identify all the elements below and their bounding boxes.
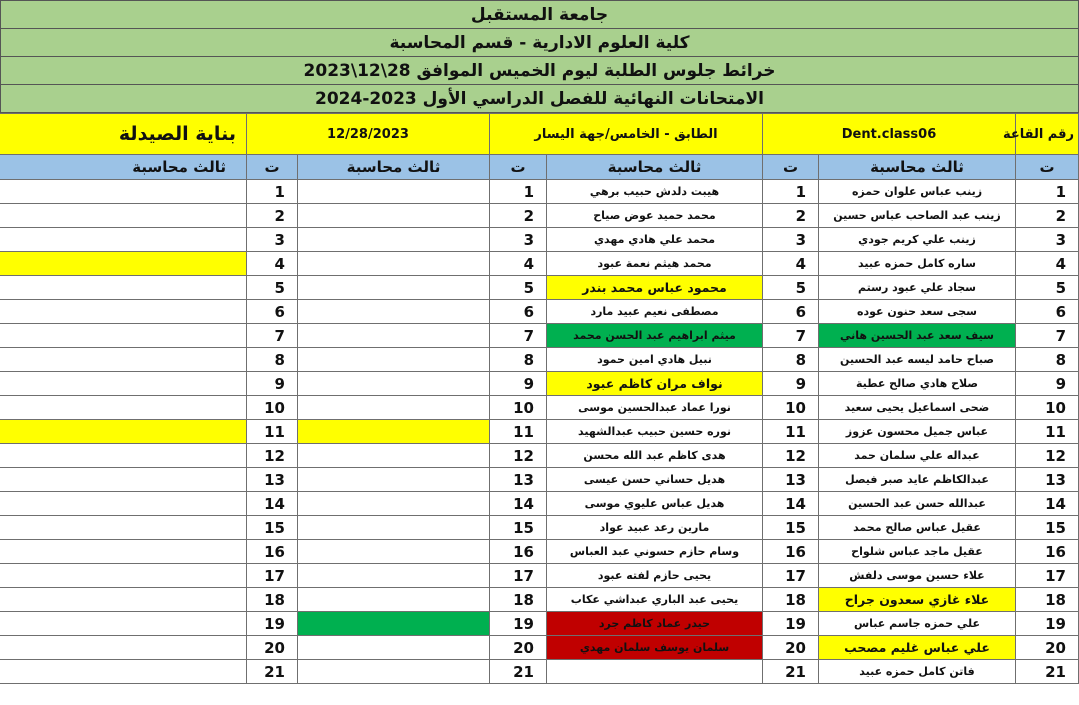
seq-cell: 20 xyxy=(489,636,546,660)
seq-cell: 9 xyxy=(1016,372,1079,396)
student-name-cell: سجى سعد حنون عوده xyxy=(819,300,1016,324)
student-name-cell: ميثم ابراهيم عبد الحسن محمد xyxy=(547,324,763,348)
student-name-cell xyxy=(297,516,489,540)
student-name-cell xyxy=(297,468,489,492)
stage-header: ثالث محاسبة xyxy=(297,155,489,180)
student-name-cell: هيبت دلدش حبيب برهي xyxy=(547,180,763,204)
student-name-cell: هديل حساني حسن عيسى xyxy=(547,468,763,492)
stage-header: ثالث محاسبة xyxy=(547,155,763,180)
student-name-cell xyxy=(0,276,246,300)
seq-cell: 10 xyxy=(763,396,819,420)
college-title: كلية العلوم الادارية - قسم المحاسبة xyxy=(0,29,1079,57)
seq-header: ت xyxy=(246,155,297,180)
seq-cell: 10 xyxy=(246,396,297,420)
seq-cell: 18 xyxy=(489,588,546,612)
seq-cell: 6 xyxy=(1016,300,1079,324)
seq-cell: 11 xyxy=(246,420,297,444)
student-name-cell xyxy=(0,300,246,324)
table-row xyxy=(0,492,1079,516)
table-row xyxy=(0,276,1079,300)
seq-cell: 1 xyxy=(489,180,546,204)
student-name-cell xyxy=(0,588,246,612)
seq-cell: 3 xyxy=(1016,228,1079,252)
student-name-cell xyxy=(297,204,489,228)
seq-cell: 7 xyxy=(763,324,819,348)
seq-cell: 7 xyxy=(489,324,546,348)
seq-cell: 16 xyxy=(246,540,297,564)
student-name-cell: عبدالله حسن عبد الحسين xyxy=(819,492,1016,516)
student-name-cell: فاتن كامل حمزه عبيد xyxy=(819,660,1016,684)
table-row xyxy=(0,372,1079,396)
student-name-cell: حيدر عماد كاظم جرد xyxy=(547,612,763,636)
student-name-cell xyxy=(297,228,489,252)
student-name-cell: يحيى عبد الباري عبداشي عكاب xyxy=(547,588,763,612)
student-name-cell xyxy=(0,516,246,540)
room-label: رقم القاعة xyxy=(1016,114,1079,155)
seq-cell: 18 xyxy=(1016,588,1079,612)
exam-date: 12/28/2023 xyxy=(246,114,489,155)
university-title: جامعة المستقبل xyxy=(0,0,1079,29)
seq-cell: 13 xyxy=(489,468,546,492)
student-name-cell xyxy=(297,564,489,588)
student-name-cell xyxy=(0,540,246,564)
student-name-cell: عبداله علي سلمان حمد xyxy=(819,444,1016,468)
student-name-cell xyxy=(297,492,489,516)
seq-cell: 10 xyxy=(1016,396,1079,420)
student-name-cell: سلمان يوسف سلمان مهدي xyxy=(547,636,763,660)
seq-cell: 18 xyxy=(763,588,819,612)
student-name-cell xyxy=(297,300,489,324)
seq-cell: 6 xyxy=(489,300,546,324)
seq-cell: 14 xyxy=(763,492,819,516)
student-name-cell xyxy=(297,324,489,348)
student-name-cell: عبدالكاظم عايد صبر فيصل xyxy=(819,468,1016,492)
student-name-cell xyxy=(297,660,489,684)
student-name-cell xyxy=(0,468,246,492)
student-name-cell: عقيل ماجد عباس شلواح xyxy=(819,540,1016,564)
student-name-cell xyxy=(0,444,246,468)
seq-cell: 17 xyxy=(1016,564,1079,588)
student-name-cell xyxy=(297,588,489,612)
table-row xyxy=(0,636,1079,660)
student-name-cell: علي حمزه جاسم عباس xyxy=(819,612,1016,636)
seq-cell: 4 xyxy=(1016,252,1079,276)
seq-cell: 17 xyxy=(246,564,297,588)
seq-cell: 6 xyxy=(246,300,297,324)
table-row xyxy=(0,348,1079,372)
student-name-cell: علاء حسين موسى دلفش xyxy=(819,564,1016,588)
student-name-cell: زينب علي كريم جودي xyxy=(819,228,1016,252)
seq-cell: 19 xyxy=(763,612,819,636)
seq-cell: 15 xyxy=(489,516,546,540)
table-row xyxy=(0,588,1079,612)
student-name-cell: عقيل عباس صالح محمد xyxy=(819,516,1016,540)
student-name-cell xyxy=(0,660,246,684)
seq-cell: 15 xyxy=(1016,516,1079,540)
table-row xyxy=(0,300,1079,324)
seq-cell: 7 xyxy=(246,324,297,348)
seq-cell: 2 xyxy=(489,204,546,228)
student-name-cell: عباس جميل محسون عزوز xyxy=(819,420,1016,444)
student-name-cell: ساره كامل حمزه عبيد xyxy=(819,252,1016,276)
table-row xyxy=(0,420,1079,444)
seq-cell: 14 xyxy=(489,492,546,516)
seq-cell: 8 xyxy=(246,348,297,372)
seq-cell: 2 xyxy=(1016,204,1079,228)
seq-cell: 9 xyxy=(763,372,819,396)
seq-cell: 5 xyxy=(1016,276,1079,300)
student-name-cell: نواف مران كاظم عبود xyxy=(547,372,763,396)
table-row xyxy=(0,204,1079,228)
info-row xyxy=(0,114,1079,155)
student-name-cell xyxy=(297,252,489,276)
seq-cell: 3 xyxy=(246,228,297,252)
student-name-cell xyxy=(0,252,246,276)
seq-cell: 21 xyxy=(1016,660,1079,684)
table-row xyxy=(0,612,1079,636)
seq-cell: 20 xyxy=(246,636,297,660)
seq-cell: 4 xyxy=(763,252,819,276)
seq-cell: 11 xyxy=(763,420,819,444)
seq-cell: 3 xyxy=(489,228,546,252)
seq-cell: 21 xyxy=(246,660,297,684)
seq-cell: 7 xyxy=(1016,324,1079,348)
seq-cell: 1 xyxy=(763,180,819,204)
seq-cell: 12 xyxy=(489,444,546,468)
student-name-cell xyxy=(297,612,489,636)
seq-cell: 21 xyxy=(489,660,546,684)
seq-cell: 5 xyxy=(246,276,297,300)
student-name-cell xyxy=(0,324,246,348)
seq-header: ت xyxy=(1016,155,1079,180)
student-name-cell: صلاح هادي صالح عطية xyxy=(819,372,1016,396)
table-row xyxy=(0,396,1079,420)
student-name-cell xyxy=(0,420,246,444)
student-name-cell xyxy=(0,372,246,396)
student-name-cell: علاء غازي سعدون جراح xyxy=(819,588,1016,612)
student-name-cell xyxy=(297,276,489,300)
stage-header: ثالث محاسبة xyxy=(819,155,1016,180)
seq-cell: 17 xyxy=(763,564,819,588)
seq-cell: 11 xyxy=(1016,420,1079,444)
student-name-cell: محمد حميد عوض صياح xyxy=(547,204,763,228)
seq-cell: 4 xyxy=(489,252,546,276)
student-name-cell xyxy=(0,348,246,372)
student-name-cell xyxy=(297,396,489,420)
seq-cell: 5 xyxy=(763,276,819,300)
student-name-cell xyxy=(0,564,246,588)
exam-title: الامتحانات النهائية للفصل الدراسي الأول 2023-2024 xyxy=(0,85,1079,113)
student-name-cell: يحيى حازم لفته عبود xyxy=(547,564,763,588)
seq-cell: 20 xyxy=(1016,636,1079,660)
room-code: Dent.class06 xyxy=(763,114,1016,155)
student-name-cell xyxy=(0,180,246,204)
student-name-cell: مصطفى نعيم عبيد مارد xyxy=(547,300,763,324)
student-name-cell: نبيل هادي امين حمود xyxy=(547,348,763,372)
seq-cell: 3 xyxy=(763,228,819,252)
student-name-cell: صباح حامد ليسه عبد الحسين xyxy=(819,348,1016,372)
seq-cell: 16 xyxy=(489,540,546,564)
student-name-cell xyxy=(297,372,489,396)
seq-cell: 12 xyxy=(763,444,819,468)
student-name-cell xyxy=(0,204,246,228)
seq-cell: 16 xyxy=(763,540,819,564)
seq-cell: 2 xyxy=(246,204,297,228)
student-name-cell: سجاد علي عبود رستم xyxy=(819,276,1016,300)
student-name-cell: سيف سعد عبد الحسين هاني xyxy=(819,324,1016,348)
seq-cell: 10 xyxy=(489,396,546,420)
student-name-cell xyxy=(297,444,489,468)
seq-cell: 11 xyxy=(489,420,546,444)
seq-cell: 8 xyxy=(1016,348,1079,372)
table-row xyxy=(0,324,1079,348)
student-name-cell xyxy=(297,348,489,372)
table-row xyxy=(0,180,1079,204)
student-name-cell: هديل عباس عليوي موسى xyxy=(547,492,763,516)
table-row xyxy=(0,468,1079,492)
student-name-cell: زينب عبد الصاحب عباس حسين xyxy=(819,204,1016,228)
student-name-cell: وسام حازم حسوني عبد العباس xyxy=(547,540,763,564)
seq-cell: 6 xyxy=(763,300,819,324)
seq-cell: 1 xyxy=(246,180,297,204)
student-name-cell xyxy=(0,492,246,516)
seq-cell: 9 xyxy=(489,372,546,396)
seq-cell: 12 xyxy=(246,444,297,468)
seq-cell: 16 xyxy=(1016,540,1079,564)
seq-cell: 19 xyxy=(489,612,546,636)
student-name-cell: ضحى اسماعيل يحيى سعيد xyxy=(819,396,1016,420)
seq-cell: 15 xyxy=(763,516,819,540)
student-name-cell xyxy=(297,636,489,660)
table-row xyxy=(0,444,1079,468)
seating-title: خرائط جلوس الطلبة ليوم الخميس الموافق 28\12\2023 xyxy=(0,57,1079,85)
seq-cell: 19 xyxy=(246,612,297,636)
floor-info: الطابق - الخامس/جهة اليسار xyxy=(489,114,762,155)
seq-cell: 12 xyxy=(1016,444,1079,468)
student-name-cell xyxy=(297,180,489,204)
student-name-cell xyxy=(547,660,763,684)
table-row xyxy=(0,564,1079,588)
student-name-cell: نوره حسين حبيب عبدالشهيد xyxy=(547,420,763,444)
student-name-cell: مارين رعد عبيد عواد xyxy=(547,516,763,540)
seq-cell: 1 xyxy=(1016,180,1079,204)
student-name-cell: محمود عباس محمد بندر xyxy=(547,276,763,300)
seq-cell: 9 xyxy=(246,372,297,396)
student-name-cell xyxy=(0,228,246,252)
header-row xyxy=(0,155,1079,180)
seq-header: ت xyxy=(763,155,819,180)
student-name-cell: هدى كاظم عبد الله محسن xyxy=(547,444,763,468)
seq-header: ت xyxy=(489,155,546,180)
table-row xyxy=(0,228,1079,252)
seq-cell: 2 xyxy=(763,204,819,228)
seq-cell: 14 xyxy=(246,492,297,516)
table-row xyxy=(0,540,1079,564)
seq-cell: 21 xyxy=(763,660,819,684)
student-name-cell: محمد هيثم نعمة عبود xyxy=(547,252,763,276)
student-name-cell: نورا عماد عبدالحسين موسى xyxy=(547,396,763,420)
table-row xyxy=(0,252,1079,276)
seq-cell: 4 xyxy=(246,252,297,276)
seq-cell: 15 xyxy=(246,516,297,540)
table-row xyxy=(0,516,1079,540)
seq-cell: 13 xyxy=(763,468,819,492)
seq-cell: 17 xyxy=(489,564,546,588)
table-row xyxy=(0,660,1079,684)
seating-table xyxy=(0,113,1079,684)
seq-cell: 5 xyxy=(489,276,546,300)
student-name-cell xyxy=(0,396,246,420)
seq-cell: 13 xyxy=(1016,468,1079,492)
seq-cell: 13 xyxy=(246,468,297,492)
seq-cell: 8 xyxy=(489,348,546,372)
seq-cell: 14 xyxy=(1016,492,1079,516)
student-name-cell: زينب عباس علوان حمزه xyxy=(819,180,1016,204)
stage-header: ثالث محاسبة xyxy=(0,155,246,180)
student-name-cell xyxy=(0,636,246,660)
seq-cell: 18 xyxy=(246,588,297,612)
seq-cell: 20 xyxy=(763,636,819,660)
student-name-cell: علي عباس غليم مصحب xyxy=(819,636,1016,660)
student-name-cell: محمد علي هادي مهدي xyxy=(547,228,763,252)
student-name-cell xyxy=(297,420,489,444)
seq-cell: 8 xyxy=(763,348,819,372)
building-name: بناية الصيدلة xyxy=(0,114,246,155)
seq-cell: 19 xyxy=(1016,612,1079,636)
student-name-cell xyxy=(0,612,246,636)
student-name-cell xyxy=(297,540,489,564)
